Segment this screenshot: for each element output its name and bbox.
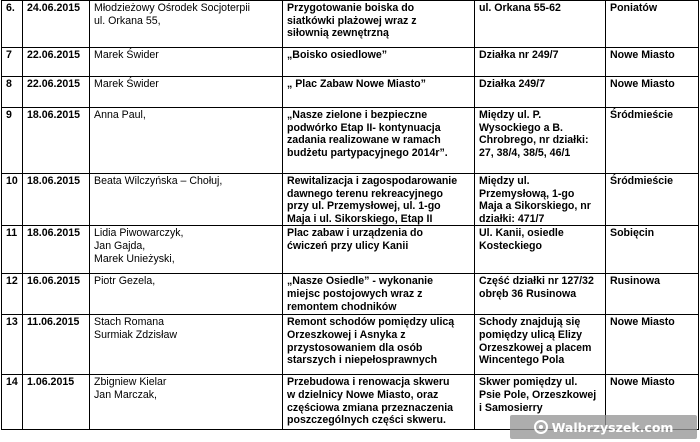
row-title-line: Remont schodów pomiędzy ulicą (287, 316, 455, 329)
row-location (475, 226, 606, 274)
row-district: Rusinowa (606, 274, 699, 315)
row-title-line: przystosowaniem dla osób (287, 341, 423, 354)
row-applicant (90, 226, 283, 274)
row-date: 11.06.2015 (23, 315, 90, 375)
row-applicant (90, 77, 283, 108)
row-number: 6. (2, 1, 23, 48)
row-district: Śródmieście (606, 174, 699, 226)
row-applicant-line: Piotr Gezela, (94, 275, 156, 288)
row-location-line: Między ul. (479, 175, 530, 187)
table-row (2, 315, 699, 375)
row-title-line: Rewitalizacja i zagospodarowanie (287, 175, 458, 187)
table-row (2, 174, 699, 226)
table-row (2, 108, 699, 174)
row-title (283, 174, 475, 226)
row-title-line: budżetu partypacyjnego 2014r”. (287, 146, 448, 159)
row-district: Poniatów (606, 1, 699, 48)
row-title-line: dawnego terenu rekreacyjnego (287, 187, 444, 200)
row-title-line: poszczególnych części skweru. (287, 414, 446, 427)
row-date: 22.06.2015 (23, 77, 90, 108)
row-number: 14 (2, 375, 23, 430)
row-district: Nowe Miasto (606, 77, 699, 108)
row-title (283, 226, 475, 274)
row-location-line: Część działki nr 127/32 (479, 275, 594, 288)
row-number: 11 (2, 226, 23, 274)
copyright-icon (534, 420, 548, 434)
row-date: 22.06.2015 (23, 48, 90, 77)
row-location (475, 315, 606, 375)
row-applicant (90, 108, 283, 174)
row-applicant-line: Marek Świder (94, 49, 159, 61)
row-district: Nowe Miasto (606, 375, 699, 430)
row-applicant-line: Młodzieżowy Ośrodek Socjoterpii (94, 2, 251, 14)
row-location (475, 1, 606, 48)
row-location-line: obręb 36 Rusinowa (479, 287, 577, 300)
row-title (283, 1, 475, 48)
table-row (2, 77, 699, 108)
row-district: Nowe Miasto (606, 315, 699, 375)
row-title-line: „ Plac Zabaw Nowe Miasto” (287, 78, 426, 90)
watermark (510, 415, 697, 439)
row-location-line: Psie Pole, Orzeszkowej (479, 388, 597, 401)
row-title (283, 375, 475, 430)
row-location-line: Wincentego Pola (479, 354, 565, 367)
row-applicant-line: Beata Wilczyńska – Chołuj, (94, 175, 223, 187)
row-title-line: „Nasze zielone i bezpieczne (287, 109, 428, 121)
row-applicant (90, 174, 283, 226)
row-title-line: Maja i ul. Sikorskiego, Etap II (287, 212, 433, 225)
row-title-line: podwórko Etap II- kontynuacja (287, 121, 441, 134)
row-date: 18.06.2015 (23, 174, 90, 226)
row-location-line: ul. Orkana 55-62 (479, 2, 561, 14)
row-applicant-line: Anna Paul, (94, 109, 146, 121)
row-title-line: przy ul. Przemysłowej, ul. 1-go (287, 200, 441, 213)
table-row (2, 226, 699, 274)
row-location (475, 108, 606, 174)
table-row (2, 1, 699, 48)
row-location-line: Chrobrego, nr działki: (479, 134, 589, 147)
row-location-line: Działka 249/7 (479, 78, 545, 90)
row-date: 16.06.2015 (23, 274, 90, 315)
row-title-line: siatkówki plażowej wraz z (287, 14, 417, 27)
row-title-line: zadania realizowane w ramach (287, 134, 441, 147)
row-number: 10 (2, 174, 23, 226)
row-title-line: częściowa zmiana przeznaczenia (287, 401, 454, 414)
row-location (475, 174, 606, 226)
row-location (475, 274, 606, 315)
row-title-line: siłownią zewnętrzną (287, 27, 389, 40)
row-location-line: Między ul. P. (479, 109, 542, 121)
row-title (283, 274, 475, 315)
row-date: 1.06.2015 (23, 375, 90, 430)
row-location-line: Kosteckiego (479, 239, 542, 252)
watermark-text: Walbrzyszek.com (551, 419, 674, 435)
row-district: Nowe Miasto (606, 48, 699, 77)
row-title-line: „Boisko osiedlowe” (287, 49, 388, 61)
row-number: 13 (2, 315, 23, 375)
row-title (283, 77, 475, 108)
row-title (283, 108, 475, 174)
row-applicant (90, 315, 283, 375)
row-title-line: Orzeszkowej i Asnyka z (287, 328, 406, 341)
row-applicant-line: Surmiak Zdzisław (94, 328, 178, 341)
row-title-line: remontem chodników (287, 300, 397, 313)
projects-table (1, 0, 699, 430)
row-location-line: Ul. Kanii, osiedle (479, 227, 564, 240)
row-number: 8 (2, 77, 23, 108)
row-location-line: Maja a Sikorskiego, nr (479, 200, 591, 213)
row-applicant-line: Jan Marczak, (94, 388, 157, 401)
row-location-line: Skwer pomiędzy ul. (479, 376, 578, 389)
row-applicant-line: Marek Świder (94, 78, 159, 90)
row-title-line: ćwiczeń przy ulicy Kanii (287, 239, 409, 252)
row-location-line: Wysockiego a B. (479, 121, 563, 134)
row-title (283, 315, 475, 375)
row-location-line: Orzeszkowej a placem (479, 341, 592, 354)
row-location-line: Przemysłową, 1-go (479, 187, 575, 200)
row-applicant (90, 48, 283, 77)
row-title (283, 48, 475, 77)
row-applicant (90, 274, 283, 315)
row-number: 9 (2, 108, 23, 174)
row-title-line: Przygotowanie boiska do (287, 2, 415, 14)
row-district: Śródmieście (606, 108, 699, 174)
row-title-line: Przebudowa i renowacja skweru (287, 376, 450, 389)
row-title-line: w dzielnicy Nowe Miasto, oraz (287, 388, 439, 401)
row-date: 18.06.2015 (23, 108, 90, 174)
row-title-line: „Nasze Osiedle” - wykonanie (287, 275, 434, 288)
table-row (2, 48, 699, 77)
row-applicant-line: Zbigniew Kielar (94, 376, 167, 389)
row-applicant-line: Stach Romana (94, 316, 165, 329)
row-location-line: 27, 38/4, 38/5, 46/1 (479, 146, 571, 159)
row-location-line: Działka nr 249/7 (479, 49, 559, 61)
row-location-line: pomiędzy ulicą Elizy (479, 328, 583, 341)
row-location-line: działki: 471/7 (479, 212, 545, 225)
row-date: 24.06.2015 (23, 1, 90, 48)
row-number: 12 (2, 274, 23, 315)
row-title-line: miejsc postojowych wraz z (287, 287, 423, 300)
row-district: Sobięcin (606, 226, 699, 274)
row-applicant-line: Jan Gajda, (94, 239, 146, 252)
row-title-line: starszych i niepełosprawnych (287, 354, 438, 367)
table-row (2, 274, 699, 315)
row-location-line: Schody znajdują się (479, 316, 581, 329)
row-applicant (90, 375, 283, 430)
row-applicant (90, 1, 283, 48)
row-location (475, 48, 606, 77)
row-location (475, 77, 606, 108)
row-number: 7 (2, 48, 23, 77)
row-applicant-line: ul. Orkana 55, (94, 14, 161, 27)
row-date: 18.06.2015 (23, 226, 90, 274)
row-title-line: Plac zabaw i urządzenia do (287, 227, 423, 240)
row-applicant-line: Marek Unieżyski, (94, 252, 175, 265)
row-applicant-line: Lidia Piwowarczyk, (94, 227, 184, 240)
row-location-line: i Samosierry (479, 401, 543, 414)
